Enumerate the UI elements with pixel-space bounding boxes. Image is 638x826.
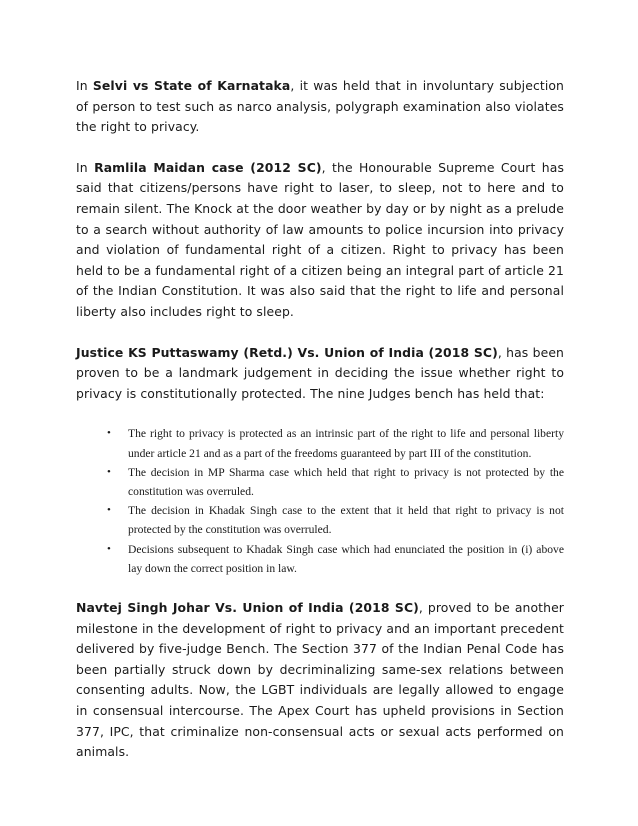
case-name-selvi: Selvi vs State of Karnataka [92, 78, 291, 93]
list-item-text: The decision in MP Sharma case which held that right to privacy is not protected by the constitution was overruled. [128, 465, 564, 498]
paragraph-ramlila [76, 158, 564, 323]
list-item-text: Decisions subsequent to Khadak Singh case which had enunciated the position in (i) above lay down the correct position in law. [128, 542, 564, 575]
paragraph-body: , it was held that in involuntary subjection of person to test such as narco analysis, polygraph examination also violates the right to privacy. [76, 78, 564, 135]
bullet-icon: • [107, 465, 111, 478]
bullet-icon: • [107, 427, 111, 440]
paragraph-lead: In [76, 78, 93, 93]
paragraph-selvi [76, 76, 564, 138]
paragraph-body: , proved to be another milestone in the development of right to privacy and an important precedent delivered by five-judge Bench. The Section 377 of the Indian Penal Code has been partially struck down by decriminalizing same-sex relations between consenting adults. Now, the LGBT individuals are legally allowed to engage in consensual intercourse. The Apex Court has upheld provisions in Section 377, IPC, that criminalize non-consensual acts or sexual acts performed on animals. [76, 599, 564, 760]
case-name-puttaswamy: Justice KS Puttaswamy (Retd.) Vs. Union of India (2018 SC) [76, 344, 498, 360]
holdings-list [76, 424, 564, 578]
paragraph-body: , the Honourable Supreme Court has said that citizens/persons have right to laser, to sleep, not to here and to remain silent. The Knock at the door weather by day or by night as a prelude to a search without authority of law amounts to police incursion into privacy and violation of fundamental right of a citizen. Right to privacy has been held to be a fundamental right of a citizen being an integral part of article 21 of the Indian Constitution. It was also said that the right to life and personal liberty also includes right to sleep. [76, 159, 565, 319]
list-item [107, 501, 564, 539]
list-item [107, 463, 564, 501]
paragraph-navtej [76, 598, 564, 763]
list-item [107, 540, 564, 578]
bullet-icon: • [107, 504, 111, 517]
document-page [76, 76, 564, 783]
case-name-ramlila: Ramlila Maidan case (2012 SC) [94, 159, 322, 175]
list-item [107, 424, 564, 462]
paragraph-lead: In [76, 159, 95, 175]
list-item-text: The right to privacy is protected as an intrinsic part of the right to life and personal liberty under article 21 and as a part of the freedoms guaranteed by part III of the constitution. [128, 427, 564, 460]
bullet-icon: • [107, 542, 111, 555]
case-name-navtej: Navtej Singh Johar Vs. Union of India (2018 SC) [76, 599, 419, 615]
paragraph-puttaswamy [76, 343, 564, 405]
paragraph-body: , has been proven to be a landmark judgement in deciding the issue whether right to privacy is constitutionally protected. The nine Judges bench has held that: [76, 344, 564, 401]
list-item-text: The decision in Khadak Singh case to the extent that it held that right to privacy is not protected by the constitution was overruled. [128, 504, 564, 537]
